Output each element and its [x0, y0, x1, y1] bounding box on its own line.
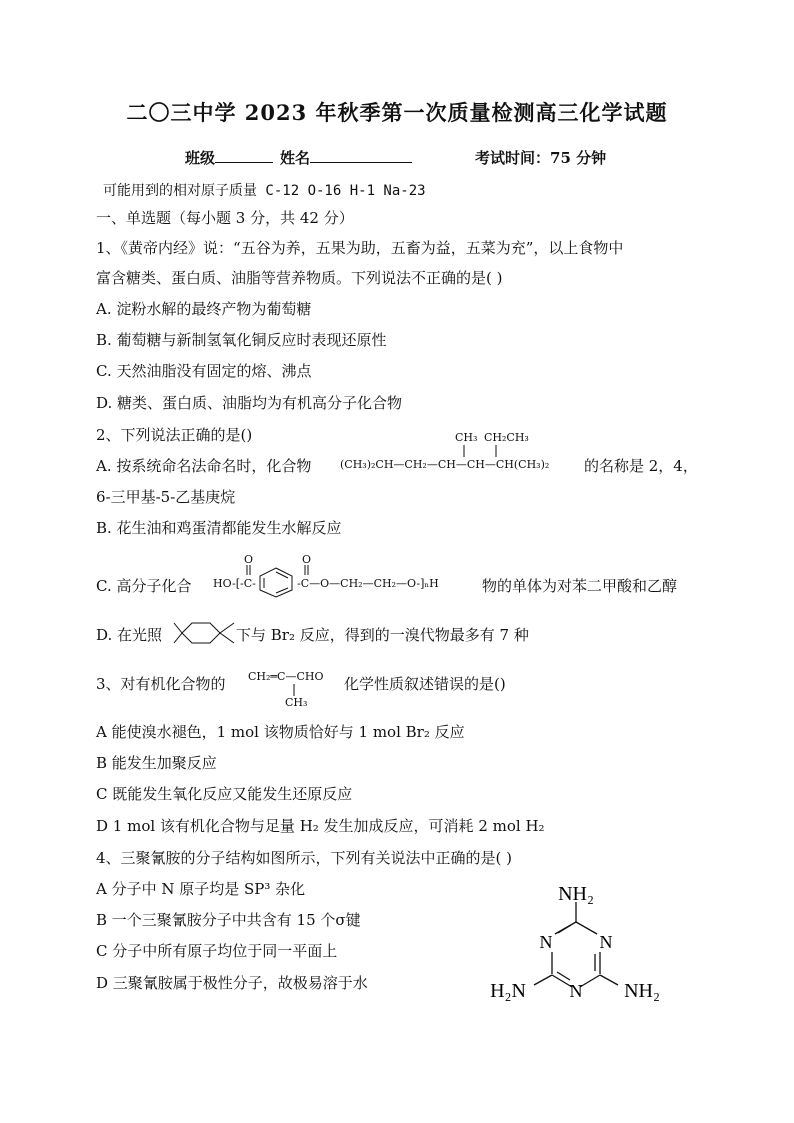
q2-option-a-suffix: 的名称是 2，4，	[584, 457, 698, 475]
q2-struct-methyl: CH₃	[455, 431, 478, 444]
section-heading: 一、单选题（每小题 3 分，共 42 分）	[96, 209, 354, 227]
q3-stem-prefix: 3、对有机化合物的	[96, 675, 226, 693]
q4-option-a: A 分子中 N 原子均是 SP³ 杂化	[96, 880, 306, 898]
q3-struct-main: CH₂═C—CHO	[248, 670, 324, 683]
q2-option-b: B. 花生油和鸡蛋清都能发生水解反应	[96, 519, 342, 537]
q4-option-c: C 分子中所有原子均位于同一平面上	[96, 942, 338, 960]
exam-time: 考试时间：75 分钟	[475, 149, 607, 167]
melamine-n-right: N	[599, 932, 613, 952]
benzene-ring-icon	[256, 566, 296, 598]
q3-struct-bond	[291, 684, 297, 696]
name-field	[280, 147, 412, 168]
q2-struct-bonds	[462, 444, 502, 458]
page-title: 二〇三中学 2023 年秋季第一次质量检测高三化学试题	[126, 100, 668, 125]
q4-option-b: B 一个三聚氰胺分子中共含有 15 个σ键	[96, 911, 361, 929]
q1-option-a: A. 淀粉水解的最终产物为葡萄糖	[96, 300, 312, 318]
q3-option-a: A 能使溴水褪色，1 mol 该物质恰好与 1 mol Br₂ 反应	[96, 723, 465, 741]
q1-option-c: C. 天然油脂没有固定的熔、沸点	[96, 362, 312, 380]
q4-option-d: D 三聚氰胺属于极性分子，故极易溶于水	[96, 974, 368, 992]
q1-option-d: D. 糖类、蛋白质、油脂均为有机高分子化合物	[96, 394, 403, 412]
melamine-nh2-top: NH₂	[558, 883, 594, 905]
class-label: 班级	[185, 149, 216, 167]
q3-option-c: C 既能发生氧化反应又能发生还原反应	[96, 785, 353, 803]
q3-struct-methyl: CH₃	[285, 696, 308, 709]
cyclohexane-dimethyl-icon	[172, 617, 236, 649]
q2-struct-main-chain: (CH₃)₂CH—CH₂—CH—CH—CH(CH₃)₂	[340, 458, 550, 471]
q2-stem: 2、下列说法正确的是()	[96, 426, 253, 444]
q2-c-polymer-right: -C—O—CH₂—CH₂—O-]ₙH	[297, 577, 439, 590]
q2-option-a-prefix: A. 按系统命名法命名时，化合物	[96, 457, 312, 475]
class-blank	[215, 147, 273, 163]
q2-c-carbonyl-o2: O	[302, 553, 312, 566]
q3-stem-suffix: 化学性质叙述错误的是()	[344, 675, 506, 693]
q3-option-d: D 1 mol 该有机化合物与足量 H₂ 发生加成反应，可消耗 2 mol H₂	[96, 817, 545, 835]
q2-struct-ethyl: CH₂CH₃	[484, 431, 529, 444]
q2-c-carbonyl-o1: O	[244, 553, 254, 566]
q3-option-b: B 能发生加聚反应	[96, 754, 217, 772]
q2-c-polymer-left: HO-[-C-	[213, 577, 256, 590]
class-field	[185, 147, 273, 168]
atomic-masses: 可能用到的相对原子质量 C-12 O-16 H-1 Na-23	[103, 183, 426, 199]
q2-option-a-line2: 6-三甲基-5-乙基庚烷	[96, 488, 236, 506]
q2-option-d-suffix: 下与 Br₂ 反应，得到的一溴代物最多有 7 种	[236, 626, 529, 644]
melamine-nh2-left: H₂N	[490, 980, 526, 1002]
q1-stem-line2: 富含糖类、蛋白质、油脂等营养物质。下列说法不正确的是( )	[96, 269, 503, 287]
name-label: 姓名	[280, 149, 311, 167]
q1-option-b: B. 葡萄糖与新制氢氧化铜反应时表现还原性	[96, 331, 387, 349]
q2-option-c-suffix: 物的单体为对苯二甲酸和乙醇	[482, 577, 678, 595]
q2-option-c-prefix: C. 高分子化合	[96, 577, 192, 595]
q4-stem: 4、三聚氰胺的分子结构如图所示，下列有关说法中正确的是( )	[96, 849, 513, 867]
q2-option-d-prefix: D. 在光照	[96, 626, 163, 644]
name-blank	[310, 147, 412, 163]
melamine-structure	[476, 872, 676, 1012]
melamine-nh2-right: NH₂	[624, 980, 660, 1002]
q1-stem-line1: 1、《黄帝内经》说：“五谷为养，五果为助，五畜为益，五菜为充”，以上食物中	[96, 239, 624, 257]
melamine-n-bottom: N	[569, 981, 583, 1001]
melamine-n-left: N	[539, 932, 553, 952]
